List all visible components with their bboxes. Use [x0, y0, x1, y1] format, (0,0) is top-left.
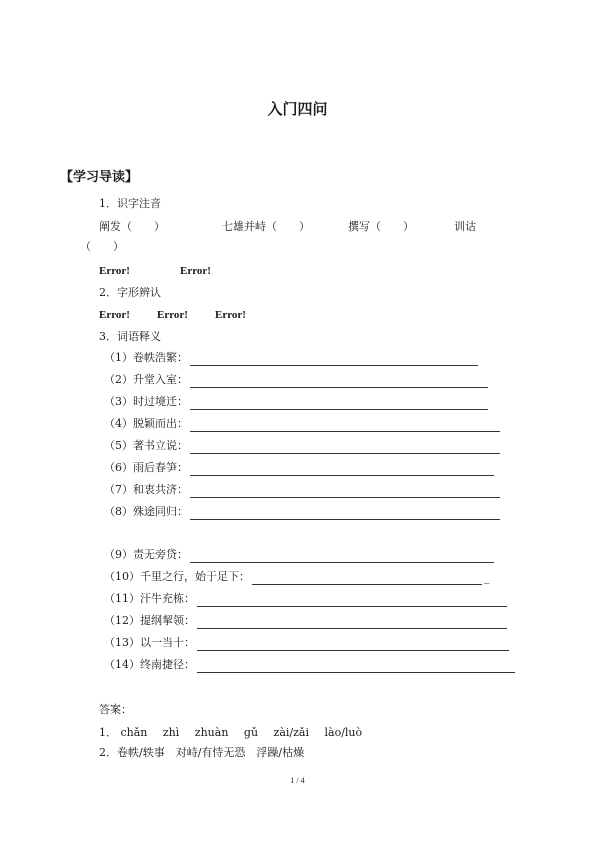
answer-blank[interactable] — [190, 550, 494, 563]
page-title: 入门四问 — [267, 100, 328, 118]
answer-blank[interactable] — [197, 660, 515, 673]
vocab-row — [104, 569, 490, 585]
answer-blank[interactable] — [252, 572, 482, 585]
vocab-term: （11）汗牛充栋： — [104, 592, 195, 605]
vocab-term: （8）殊途同归： — [104, 505, 188, 518]
vocab-term: （9）责无旁贷： — [104, 548, 188, 561]
answer-blank[interactable] — [190, 463, 494, 476]
vocab-row — [104, 350, 478, 366]
vocab-term: （5）著书立说： — [104, 439, 188, 452]
pinyin-answer: gǔ — [243, 726, 259, 739]
answer-line-prefix: 1． — [99, 726, 117, 739]
answer-blank[interactable] — [197, 594, 507, 607]
vocab-row — [104, 657, 515, 673]
vocab-row — [104, 372, 488, 388]
item1-word-1: 阐发（ ） — [99, 220, 165, 233]
answer-line-2: 2．卷帙/轶事 对峙/有恃无恐 浮躁/枯燥 — [99, 746, 305, 759]
vocab-row — [104, 613, 507, 629]
vocab-row — [104, 591, 507, 607]
vocab-row — [104, 547, 494, 563]
error-text: Error! — [99, 309, 130, 321]
vocab-row — [104, 504, 500, 520]
answer-line-1 — [99, 724, 374, 740]
error-text: Error! — [180, 265, 211, 277]
vocab-row — [104, 635, 509, 651]
page-number: 1 / 4 — [290, 776, 305, 785]
pinyin-answer: zhuàn — [194, 726, 229, 739]
item3-heading: 3．词语释义 — [99, 330, 161, 343]
error-text: Error! — [99, 265, 130, 277]
answer-blank[interactable] — [190, 441, 500, 454]
answer-blank[interactable] — [190, 419, 500, 432]
vocab-term: （2）升堂入室： — [104, 373, 188, 386]
item1-word-3: 撰写（ ） — [348, 220, 414, 233]
item1-word-2: 七雄并峙（ ） — [222, 220, 310, 233]
answer-blank[interactable] — [190, 507, 500, 520]
vocab-row — [104, 394, 488, 410]
vocab-row — [104, 438, 500, 454]
pinyin-answer: zhì — [162, 726, 180, 739]
answer-blank[interactable] — [190, 397, 488, 410]
pinyin-answer: zài/zǎi — [273, 726, 309, 739]
answer-blank[interactable] — [190, 353, 478, 366]
answer-blank[interactable] — [197, 638, 509, 651]
item1-wrap-parens: （ ） — [80, 240, 124, 253]
vocab-term: （3）时过境迁： — [104, 395, 188, 408]
trailing-mark: _ — [484, 571, 490, 584]
vocab-term: （4）脱颖而出： — [104, 417, 188, 430]
answers-heading: 答案： — [99, 703, 132, 716]
vocab-term: （12）提纲挈领： — [104, 614, 195, 627]
vocab-term: （13）以一当十： — [104, 636, 195, 649]
vocab-term: （14）终南捷径： — [104, 658, 195, 671]
item1-heading: 1．识字注音 — [99, 197, 161, 210]
item1-word-4: 训诂 — [454, 220, 476, 233]
section-heading: 【学习导读】 — [60, 170, 139, 185]
pinyin-answer: chǎn — [120, 726, 148, 739]
vocab-row — [104, 416, 500, 432]
error-text: Error! — [157, 309, 188, 321]
vocab-row — [104, 460, 494, 476]
vocab-term: （1）卷帙浩繁： — [104, 351, 188, 364]
error-text: Error! — [215, 309, 246, 321]
answer-blank[interactable] — [197, 616, 507, 629]
vocab-term: （10）千里之行，始于足下： — [104, 570, 250, 583]
item2-heading: 2．字形辨认 — [99, 286, 161, 299]
answer-blank[interactable] — [190, 375, 488, 388]
vocab-row — [104, 482, 500, 498]
pinyin-answer: lào/luò — [324, 726, 363, 739]
answer-blank[interactable] — [190, 485, 500, 498]
vocab-term: （6）雨后春笋： — [104, 461, 188, 474]
vocab-term: （7）和衷共济： — [104, 483, 188, 496]
